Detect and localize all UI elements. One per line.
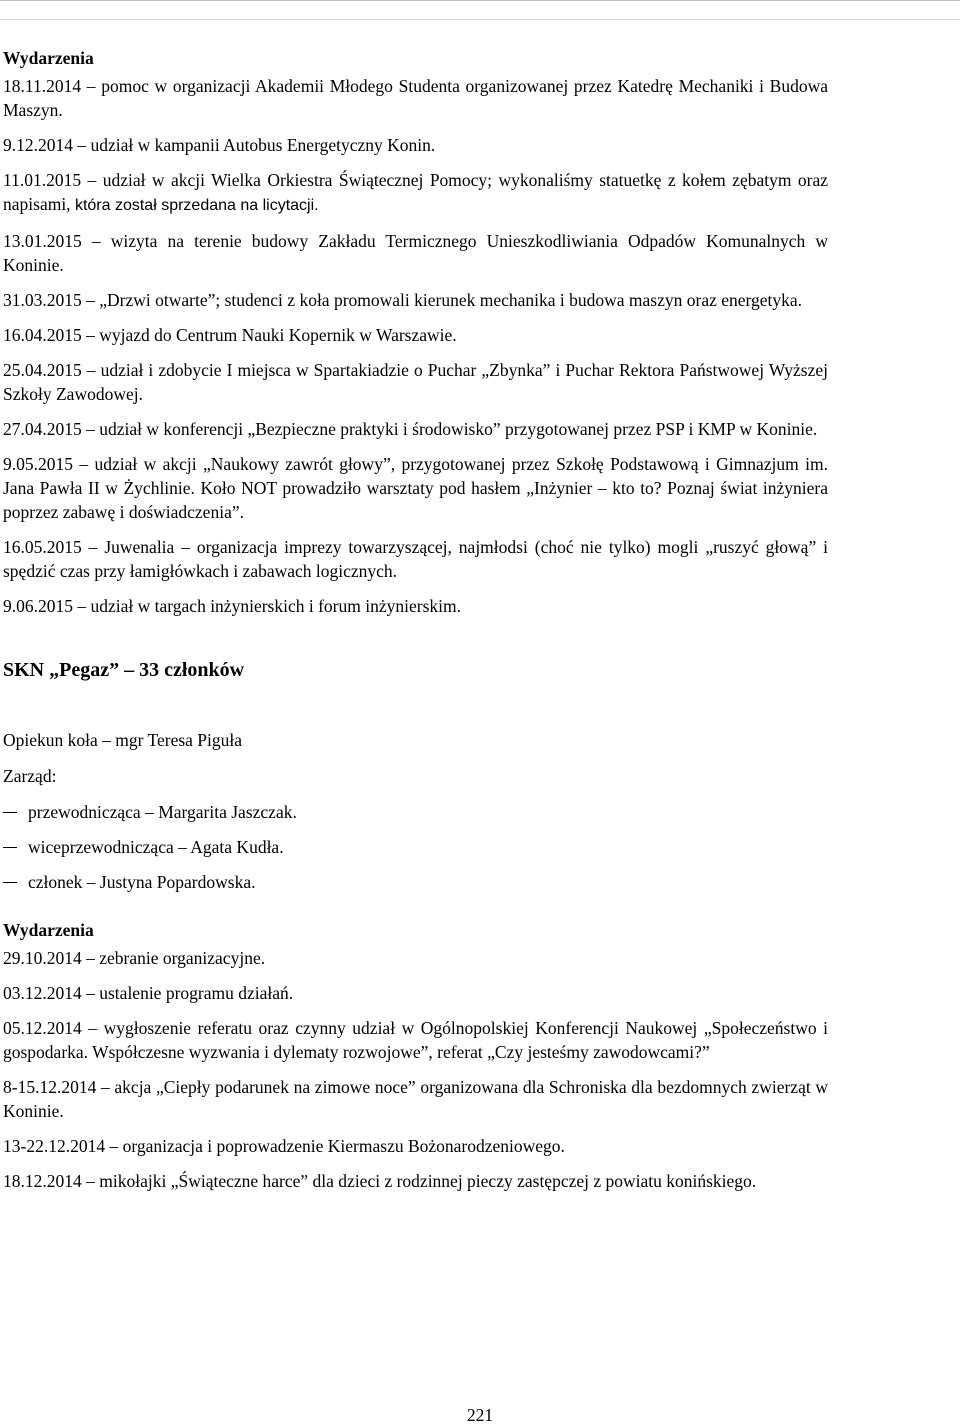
event-entry: 8-15.12.2014 – akcja „Ciepły podarunek na zimowe noce” organizowana dla Schroniska dla bezdomnych zwierząt w Koninie. xyxy=(3,1077,828,1121)
supervisor-line: Opiekun koła – mgr Teresa Piguła xyxy=(3,730,243,750)
event-entry: 29.10.2014 – zebranie organizacyjne. xyxy=(3,948,266,968)
event-entry-text: 11.01.2015 – udział w akcji Wielka Orkiestra Świątecznej Pomocy; wykonaliśmy statuetkę z kołem zębatym oraz napisami, xyxy=(3,170,828,214)
event-entry: 9.05.2015 – udział w akcji „Naukowy zawrót głowy”, przygotowanej przez Szkołę Podstawową i Gimnazjum im. Jana Pawła II w Żychlinie. Koło NOT prowadziło warsztaty pod hasłem „Inżynier – kto to? Poznaj świat inżyniera poprzez zabawę i doświadczenia”. xyxy=(3,454,828,522)
header-rule xyxy=(0,0,960,20)
event-entry: 16.05.2015 – Juwenalia – organizacja imprezy towarzyszącej, najmłodsi (choć nie tylko) mogli „ruszyć głową” i spędzić czas przy łamigłówkach i zabawach logicznych. xyxy=(3,537,828,581)
board-label: Zarząd: xyxy=(3,766,57,786)
board-member: członek – Justyna Popardowska. xyxy=(3,870,828,894)
event-entry: 03.12.2014 – ustalenie programu działań. xyxy=(3,983,294,1003)
event-entry xyxy=(3,168,828,218)
section-title: SKN „Pegaz” – 33 członków xyxy=(3,659,245,681)
event-entry: 13.01.2015 – wizyta na terenie budowy Zakładu Termicznego Unieszkodliwiania Odpadów Komunalnych w Koninie. xyxy=(3,231,828,275)
event-entry: 18.12.2014 – mikołajki „Świąteczne harce” dla dzieci z rodzinnej pieczy zastępczej z powiatu konińskiego. xyxy=(3,1171,757,1191)
document-body xyxy=(3,46,828,1204)
event-entry: 25.04.2015 – udział i zdobycie I miejsca w Spartakiadzie o Puchar „Zbynka” i Puchar Rektora Państwowej Wyższej Szkoły Zawodowej. xyxy=(3,360,828,404)
event-entry: 18.11.2014 – pomoc w organizacji Akademii Młodego Studenta organizowanej przez Katedrę Mechaniki i Budowa Maszyn. xyxy=(3,76,828,120)
events-heading-2: Wydarzenia xyxy=(3,920,94,940)
event-entry: 31.03.2015 – „Drzwi otwarte”; studenci z koła promowali kierunek mechanika i budowa maszyn oraz energetyka. xyxy=(3,290,803,310)
board-member: wiceprzewodnicząca – Agata Kudła. xyxy=(3,835,828,859)
page-number: 221 xyxy=(466,1405,494,1425)
event-entry-text-sans: która został sprzedana na licytacji. xyxy=(74,197,319,214)
board-member: przewodnicząca – Margarita Jaszczak. xyxy=(3,800,828,824)
event-entry: 9.12.2014 – udział w kampanii Autobus Energetyczny Konin. xyxy=(3,135,436,155)
board-list xyxy=(3,800,828,894)
event-entry: 27.04.2015 – udział w konferencji „Bezpieczne praktyki i środowisko” przygotowanej przez PSP i KMP w Koninie. xyxy=(3,419,818,439)
event-entry: 13-22.12.2014 – organizacja i poprowadzenie Kiermaszu Bożonarodzeniowego. xyxy=(3,1136,565,1156)
event-entry: 05.12.2014 – wygłoszenie referatu oraz czynny udział w Ogólnopolskiej Konferencji Naukowej „Społeczeństwo i gospodarka. Współczesne wyzwania i dylematy rozwojowe”, referat „Czy jesteśmy zawodowcami?” xyxy=(3,1018,828,1062)
events-heading-1: Wydarzenia xyxy=(3,48,94,68)
event-entry: 16.04.2015 – wyjazd do Centrum Nauki Kopernik w Warszawie. xyxy=(3,325,457,345)
event-entry: 9.06.2015 – udział w targach inżynierskich i forum inżynierskim. xyxy=(3,596,461,616)
